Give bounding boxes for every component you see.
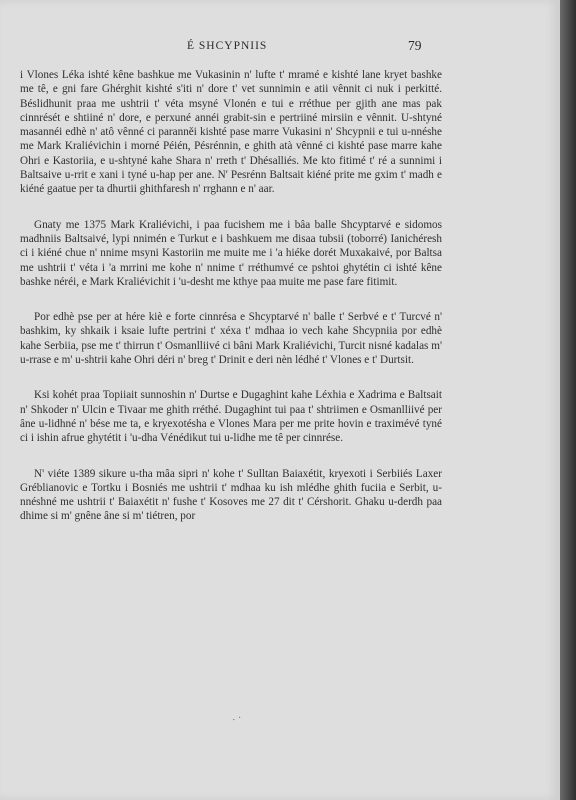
page-smudge: ⠂⠁ [232, 716, 244, 725]
page-body [20, 68, 442, 545]
book-edge [560, 0, 576, 800]
page-header [0, 38, 560, 58]
paragraph-3: Por edhè pse per at hére kiè e forte cinnrésa e Shcyptarvé n' balle t' Serbvé e t' Turcvé n' bashkim, ky shkaik i ksaie lufte pertrini t' xéxa t' mdhaa io vech kahe Shcypniia por edhè kahe Serbiia, pse me t' thirrun t' Osmanlliivé ci bâni Mark Kraliévichi, Turcit nisné kadalas m' u-rrase e m' u-shtrii kahe Ohri déri n' breg t' Drinit e deri nèn lédhé t' Vlones e t' Durtsit. [20, 311, 442, 367]
paragraph-4: Ksi kohét praa Topiiait sunnoshin n' Durtse e Dugaghint kahe Léxhia e Xadrima e Baltsait n' Shkoder n' Ulcin e Tivaar me ghith rréthé. Dugaghint tui paa t' shtriimen e Osmanlliivé per âne u-lidhné n' bése me ta, e kryexotésha e Vlones Mara per me prite hovin e traximévé tyné ci i ishin afrue ghytétit i 'u-dha Vénédikut tui u-lidhe me tê per cinnrése. [20, 389, 442, 445]
paragraph-1: i Vlones Léka ishté kêne bashkue me Vukasinin n' lufte t' mramé e kishté lane kryet bashke me tê, e gni fare Ghérghit kishté s'iti n' dore t' vet sunnimin e atii vênnit ci nuk i perkitté. Béslidhunit praa me ushtrii t' véta msyné Vlonén e tui e rréthue per gjith ane mas pak cinnrését e shtiiné n' dore, e perxuné annéi grabit-sin e pertriiné mirsiin e vênnit. U-shtyné masannéi edhè n' atô vênné ci paranněi kishté pase marre Vukasini n' Shcypnii e tui u-nnéshe me Mark Kraliévichin i morné Péién, Pésrénnin, e ghith atà vênné ci kishté pase marre kahe Ohri e Kastoriia, e u-shtyné kahe Shara n' rreth t' Dhésalliés. Me kto fitimé t' ré a sunnimi i Baltsaive u-rrit e xani i tyné u-hap per ane. N' Pesrénn Baltsait kiéné prite me gxim t' madh e kiéné gaatue per ta dhurtii ghithfaresh n' rrghann e n' aar. [20, 69, 442, 196]
running-head: É SHCYPNIIS [187, 40, 268, 52]
paragraph-2: Gnaty me 1375 Mark Kraliévichi, i paa fucishem me i bâa balle Shcyptarvé e sidomos madhniis Baltsaivé, lypi nnimén e Turkut e i bashkuem me disaa tubsii (toborré) Ianichéresh ci i kiéné chue n' nnime msyni Kastoriin me muite me i 'a hiéke dorét Muxakaivé, por Baltsa me ushtrii t' véta i 'a mrrini me kohe n' nnime t' rréthumvé ce pshtoi ghytétin ci ishté kêne bashke néréi, e Mark Kraliévichit i 'u-desht me kthye paa muite me pase fare fitimit. [20, 218, 442, 288]
page-number: 79 [408, 38, 422, 53]
paragraph-5: N' viéte 1389 sikure u-tha mâa sipri n' kohe t' Sulltan Baiaxétit, kryexoti i Serbiiés Laxer Gréblianovic e Tortku i Bosniés me ushtrii t' mdhaa ku ish mlédhe ghith fuciia e Serbit, u-nnéshné me ushtrii t' Baiaxétit n' fushe t' Kosoves me 27 dit t' Cérshorit. Ghaku u-derdh paa dhime si m' gnêne âne si m' tiétren, por [20, 467, 442, 523]
